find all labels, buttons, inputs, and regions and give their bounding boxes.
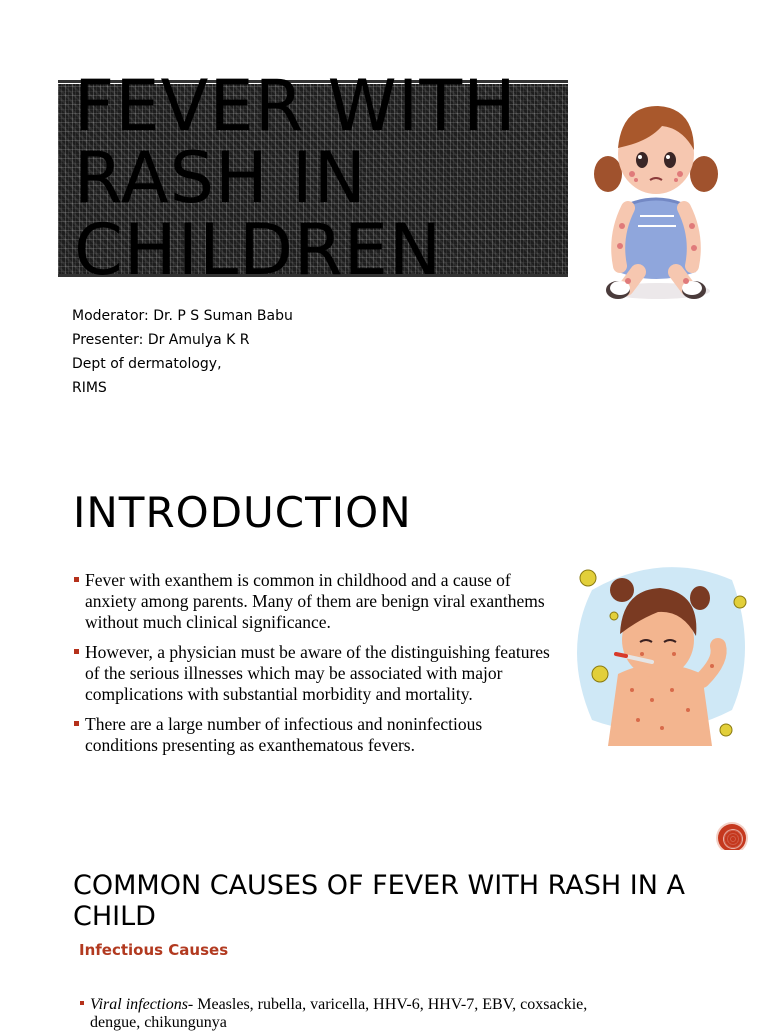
common-causes-slide [0, 850, 768, 1031]
title-slide [0, 0, 768, 440]
presenter-line: Presenter: Dr Amulya K R [72, 332, 250, 348]
sick-girl-with-thermometer-illustration [562, 550, 758, 746]
red-circle-button-icon [723, 829, 743, 849]
bullet-item: However, a physician must be aware of the distinguishing features of the serious illnesses which may be associated with major complications with substantial morbidity and mortality. [72, 642, 556, 705]
bullet-lead: Viral infections [90, 996, 188, 1013]
department-line: Dept of dermatology, [72, 356, 222, 372]
causes-bullets [79, 996, 639, 1032]
introduction-heading: INTRODUCTION [73, 488, 412, 537]
common-causes-heading: COMMON CAUSES OF FEVER WITH RASH IN A CHILD [73, 870, 685, 932]
moderator-line: Moderator: Dr. P S Suman Babu [72, 308, 293, 324]
introduction-bullets [72, 570, 556, 765]
girl-with-rash-illustration [570, 76, 742, 326]
bullet-item: There are a large number of infectious and noninfectious conditions presenting as exanthematous fevers. [72, 714, 556, 756]
infectious-causes-subheading: Infectious Causes [79, 941, 229, 959]
presenter-info [72, 304, 293, 400]
presentation-title: FEVER WITH RASH IN CHILDREN [74, 65, 517, 291]
institution-line: RIMS [72, 380, 107, 396]
slide-nav-button[interactable] [718, 824, 746, 852]
bullet-rest: - Measles, rubella, varicella, HHV-6, HHV-7, EBV, coxsackie, dengue, chikungunya [90, 996, 588, 1031]
introduction-slide [0, 440, 768, 850]
bullet-item: Fever with exanthem is common in childhood and a cause of anxiety among parents. Many of them are benign viral exanthems without much clinical significance. [72, 570, 556, 633]
bullet-item [79, 996, 639, 1032]
